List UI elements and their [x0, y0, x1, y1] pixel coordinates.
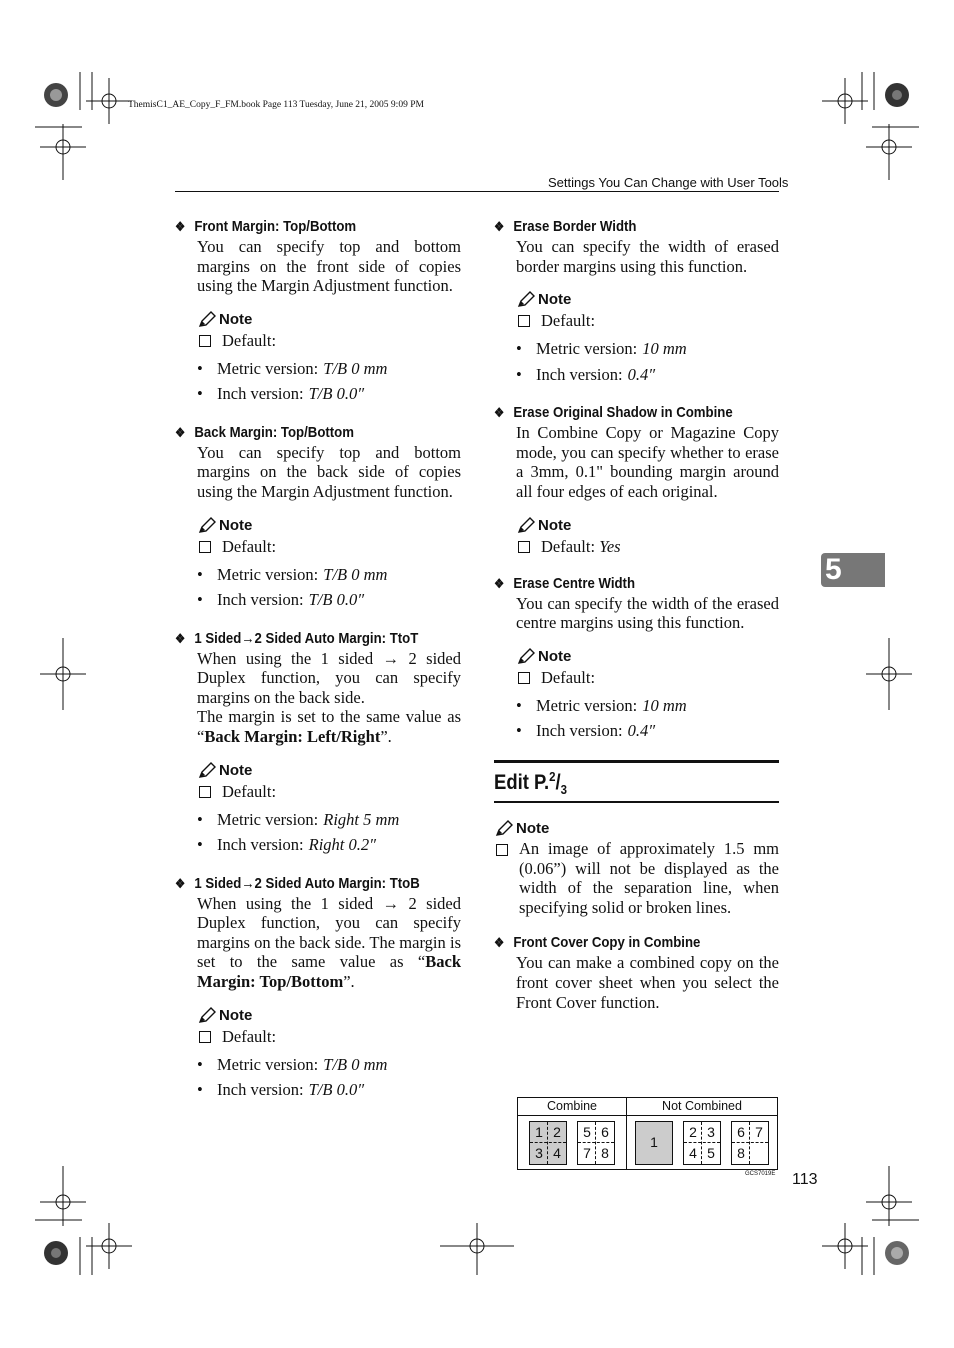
- page-title: Edit $P.^2/_3$: [494, 768, 567, 797]
- figure-code: GCS7019E: [745, 1171, 776, 1177]
- section-body: You can specify the width of erased border margins using this function.: [516, 237, 779, 276]
- not-combined-label: Not Combined: [662, 1099, 742, 1113]
- edit-note: Note An image of approximately 1.5 mm (0.06”) will not be displayed as the width of the separation line, when specifying solid or broken lines.: [494, 819, 779, 917]
- pencil-icon: [494, 820, 514, 838]
- default-values: [197, 1052, 461, 1103]
- section-title: Front Margin: Top/Bottom: [194, 218, 357, 235]
- pencil-icon: [516, 517, 536, 535]
- section-body: When using the 1 sided → 2 sided Duplex function, you can specify margins on the back side. The margin is set to the same value as “Back Margin: Left/Right”.: [197, 648, 461, 746]
- chapter-number: 5: [825, 553, 842, 586]
- list-item: • Inch version: T/B 0.0″: [197, 381, 461, 407]
- pencil-icon: [516, 648, 536, 666]
- section-title: Back Margin: Top/Bottom: [194, 423, 354, 441]
- diamond-bullet-icon: ❖: [494, 575, 505, 591]
- arrow-right-icon: →: [241, 874, 255, 892]
- print-meta: ThemisC1_AE_Copy_F_FM.book Page 113 Tuesday, June 21, 2005 9:09 PM: [128, 100, 424, 110]
- pencil-icon: [197, 311, 217, 329]
- pencil-icon: [197, 762, 217, 780]
- default-values: [197, 807, 461, 858]
- section-erase-border: ❖ Erase Border Width You can specify the width of erased border margins using this function. Note Default: • Metric version: 10 mm • Inch version: 0.4″: [494, 217, 779, 387]
- default-label: Default:: [222, 330, 277, 350]
- list-item: • Inch version: T/B 0.0″: [197, 1080, 365, 1099]
- note-block: Note Default:: [197, 516, 461, 558]
- note-block: Note Default:: [516, 290, 779, 332]
- section-front-cover: ❖ Front Cover Copy in Combine You can make a combined copy on the front cover sheet when you select the Front Cover function.: [494, 934, 779, 1012]
- not-combined-sheet-2: 6 7 8: [731, 1121, 769, 1165]
- pencil-icon: [516, 291, 536, 309]
- section-front-margin: [175, 217, 461, 407]
- pencil-icon: [197, 517, 217, 535]
- note-block: Note Default:: [197, 761, 461, 803]
- checkbox-icon: [199, 541, 211, 553]
- arrow-right-icon: →: [241, 629, 255, 647]
- combine-label: Combine: [546, 1099, 598, 1113]
- diamond-bullet-icon: ❖: [175, 875, 186, 891]
- checkbox-icon: [199, 335, 211, 347]
- section-body: You can specify top and bottom margins on the front side of copies using the Margin Adjustment function.: [197, 237, 461, 296]
- combine-diagram: [517, 1097, 778, 1170]
- combined-cover-sheet: 1 2 3 4: [529, 1121, 567, 1165]
- section-erase-centre: ❖ Erase Centre Width You can specify the width of the erased centre margins using this function. Note Default: • Metric version: 10 mm • Inch version: 0.4″: [494, 574, 779, 744]
- checkbox-icon: [199, 786, 211, 798]
- pencil-icon: [197, 1007, 217, 1025]
- default-values: [516, 693, 779, 744]
- list-item: • Inch version: T/B 0.0″: [197, 590, 365, 610]
- list-item: • Inch version: Right 0.2″: [197, 835, 376, 855]
- note-block: Note Default:: [516, 647, 779, 689]
- inch-value: T/B 0.0″: [308, 384, 365, 404]
- page-number: 113: [792, 1171, 818, 1188]
- section-back-margin: [175, 423, 461, 613]
- list-item: • Metric version: 10 mm: [516, 695, 687, 715]
- diamond-bullet-icon: ❖: [175, 424, 186, 440]
- chapter-tab: [821, 553, 885, 587]
- section-erase-shadow: ❖ Erase Original Shadow in Combine In Combine Copy or Magazine Copy mode, you can specify whether to erase a 3mm, 0.1" bounding margin around all four edges of each original. Note Default: Yes: [494, 404, 779, 556]
- running-header: Settings You Can Change with User Tools: [548, 175, 789, 190]
- checkbox-icon: [199, 1031, 211, 1043]
- diamond-bullet-icon: ❖: [494, 935, 505, 951]
- list-item: • Metric version: T/B 0 mm: [197, 1054, 388, 1074]
- default-value: Yes: [599, 536, 621, 556]
- diamond-bullet-icon: ❖: [175, 630, 186, 646]
- diamond-bullet-icon: ❖: [175, 219, 186, 234]
- section-auto-margin-ttob: ❖ 1 Sided → 2 Sided Auto Margin: TtoB When using the 1 sided → 2 sided Duplex function, you can specify margins on the back side. The margin is set to the same value as “Back Margin: Top/Bottom”. Note Default: • Metric version: T/B 0 mm • Inch version: T/B 0.0″: [175, 874, 461, 1103]
- checkbox-icon: [518, 672, 530, 684]
- left-column: [175, 217, 461, 1119]
- checkbox-icon: [496, 844, 508, 856]
- list-item: • Metric version: 10 mm: [516, 339, 687, 359]
- metric-value: T/B 0 mm: [323, 358, 388, 378]
- note-label: Note: [219, 310, 253, 328]
- diamond-bullet-icon: ❖: [494, 219, 505, 234]
- section-auto-margin-ttot: ❖ 1 Sided → 2 Sided Auto Margin: TtoT When using the 1 sided → 2 sided Duplex function, you can specify margins on the back side. The margin is set to the same value as “Back Margin: Left/Right”. Note Default: • Metric version: Right 5 mm • Inch version: Right 0.2″: [175, 629, 461, 858]
- default-values: [197, 562, 461, 613]
- list-item: • Metric version: T/B 0 mm: [197, 356, 461, 382]
- list-item: • Metric version: Right 5 mm: [197, 809, 400, 829]
- not-combined-cover-sheet: 1: [635, 1121, 673, 1165]
- section-body: You can specify the width of the erased centre margins using this function.: [516, 593, 779, 633]
- diamond-bullet-icon: ❖: [494, 405, 505, 421]
- header-rule: [175, 191, 779, 192]
- list-item: • Metric version: T/B 0 mm: [197, 564, 388, 584]
- section-body: In Combine Copy or Magazine Copy mode, you can specify whether to erase a 3mm, 0.1" bounding margin around all four edges of each original.: [516, 423, 779, 501]
- not-combined-sheet-1: 2 3 4 5: [683, 1121, 721, 1165]
- list-item: • Inch version: 0.4″: [516, 721, 656, 741]
- checkbox-icon: [518, 541, 530, 553]
- note-block: [197, 310, 461, 352]
- section-body: You can specify top and bottom margins on the back side of copies using the Margin Adjustment function.: [197, 442, 461, 501]
- list-item: • Inch version: 0.4″: [516, 364, 656, 384]
- note-block: Note Default:: [197, 1006, 461, 1048]
- edit-page-heading: [494, 760, 779, 803]
- right-column: [494, 217, 779, 1028]
- combined-sheet: 5 6 7 8: [577, 1121, 615, 1165]
- section-body: You can make a combined copy on the front cover sheet when you select the Front Cover function.: [516, 953, 779, 1012]
- section-body: When using the 1 sided → 2 sided Duplex function, you can specify margins on the back side. The margin is set to the same value as “Back Margin: Top/Bottom”.: [197, 893, 461, 991]
- checkbox-icon: [518, 315, 530, 327]
- default-values: [516, 336, 779, 387]
- default-values: [197, 356, 461, 407]
- note-block: Note Default: Yes: [516, 516, 779, 558]
